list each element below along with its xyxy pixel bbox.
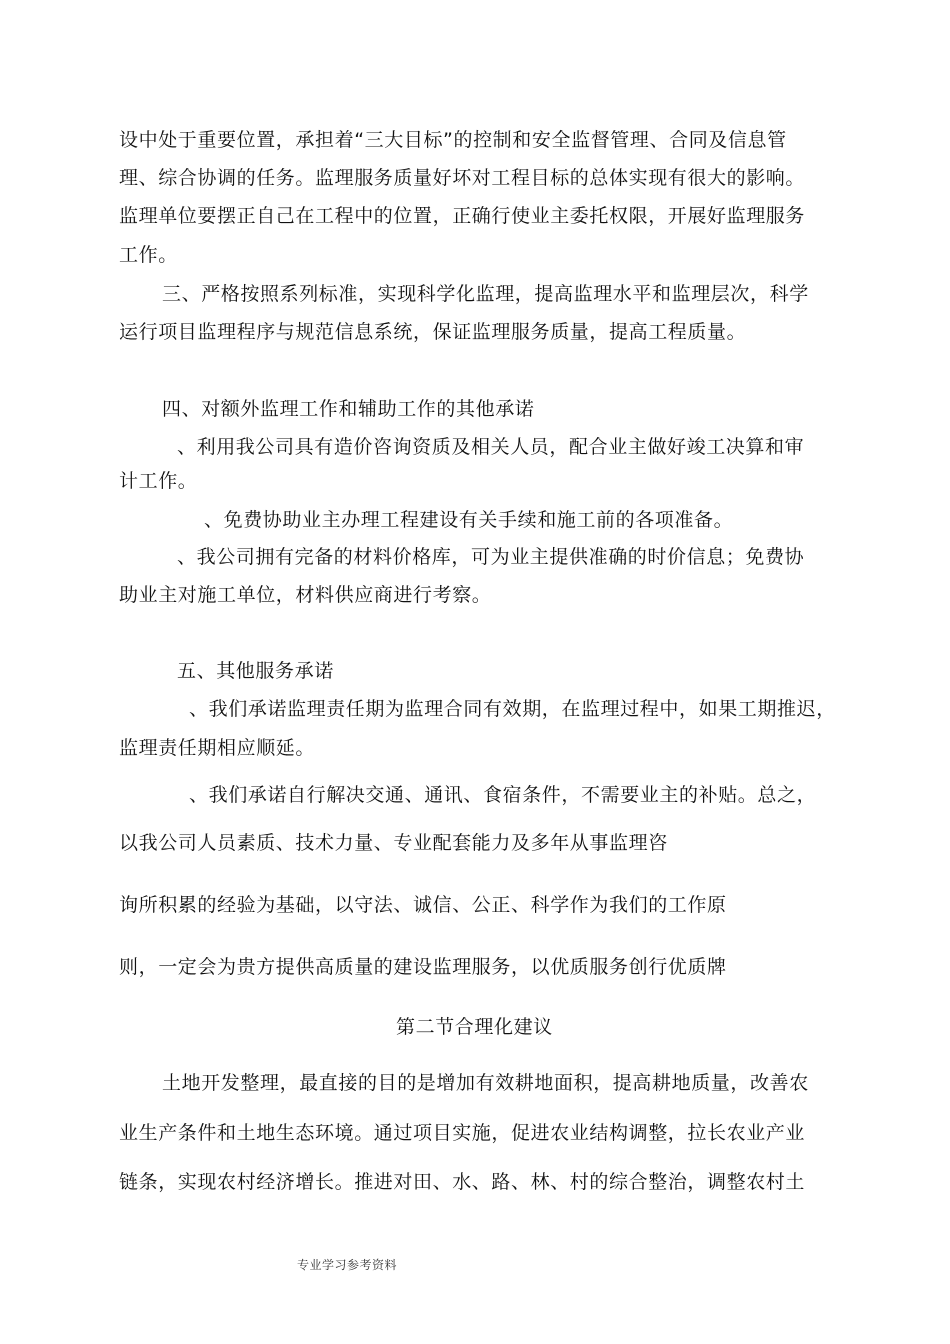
section-heading-4: 四、对额外监理工作和辅助工作的其他承诺 <box>162 398 535 420</box>
text-line-1: 设中处于重要位置，承担着“三大目标”的控制和安全监督管理、合同及信息管 <box>119 129 787 151</box>
section-heading-5: 五、其他服务承诺 <box>177 660 334 682</box>
text-line-23: 链条，实现农村经济增长。推进对田、水、路、林、村的综合整治，调整农村土 <box>119 1171 806 1193</box>
section-title: 第二节合理化建议 <box>396 1016 553 1038</box>
text-line-8: 、利用我公司具有造价咨询资质及相关人员，配合业主做好竣工决算和审 <box>177 436 805 458</box>
text-line-6: 运行项目监理程序与规范信息系统，保证监理服务质量，提高工程质量。 <box>119 321 747 343</box>
text-line-5: 三、严格按照系列标准，实现科学化监理，提高监理水平和监理层次，科学 <box>162 283 809 305</box>
text-line-21: 土地开发整理，最直接的目的是增加有效耕地面积，提高耕地质量，改善农 <box>162 1072 809 1094</box>
text-line-10: 、免费协助业主办理工程建设有关手续和施工前的各项准备。 <box>204 509 734 531</box>
text-line-12: 助业主对施工单位，材料供应商进行考察。 <box>119 584 492 606</box>
text-line-9: 计工作。 <box>119 470 198 492</box>
text-line-15: 监理责任期相应顺延。 <box>119 737 316 759</box>
text-line-17: 以我公司人员素质、技术力量、专业配套能力及多年从事监理咨 <box>119 832 668 854</box>
text-line-16: 、我们承诺自行解决交通、通讯、食宿条件，不需要业主的补贴。总之， <box>189 784 817 806</box>
text-line-18: 询所积累的经验为基础，以守法、诚信、公正、科学作为我们的工作原 <box>119 894 727 916</box>
text-line-14: 、我们承诺监理责任期为监理合同有效期，在监理过程中，如果工期推迟， <box>189 698 836 720</box>
text-line-22: 业生产条件和土地生态环境。通过项目实施，促进农业结构调整，拉长农业产业 <box>119 1122 806 1144</box>
text-line-2: 理、综合协调的任务。监理服务质量好坏对工程目标的总体实现有很大的影响。 <box>119 167 806 189</box>
text-line-4: 工作。 <box>119 244 178 266</box>
text-line-19: 则，一定会为贵方提供高质量的建设监理服务，以优质服务创行优质牌 <box>119 956 727 978</box>
text-line-3: 监理单位要摆正自己在工程中的位置，正确行使业主委托权限，开展好监理服务 <box>119 205 806 227</box>
text-line-11: 、我公司拥有完备的材料价格库，可为业主提供准确的时价信息；免费协 <box>177 546 805 568</box>
page-footer: 专业学习参考资料 <box>297 1258 398 1272</box>
